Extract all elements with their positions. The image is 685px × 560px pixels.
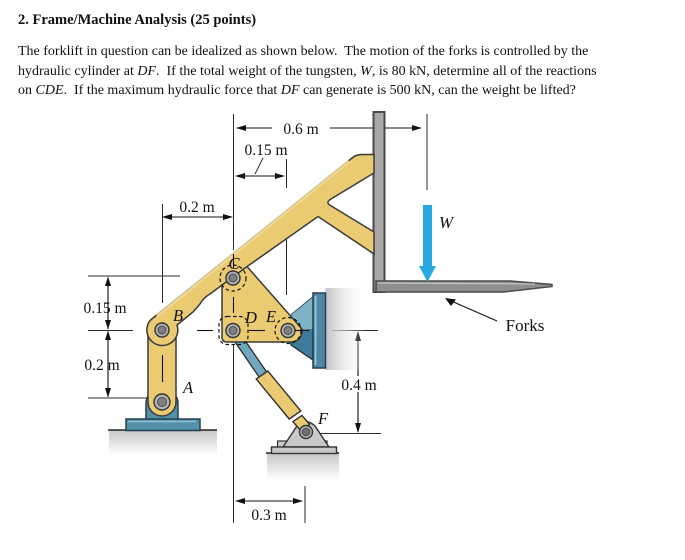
fork-mast	[374, 112, 385, 292]
fork-blade	[376, 281, 552, 292]
dim-left-upper: 0.15 m	[83, 300, 127, 317]
dim-upper-left: 0.2 m	[179, 199, 215, 216]
label-F: F	[317, 409, 329, 428]
pin-B	[155, 323, 169, 337]
dim-bottom-width: 0.3 m	[251, 507, 287, 524]
problem-title: 2. Frame/Machine Analysis (25 points)	[18, 12, 257, 28]
label-W: W	[438, 213, 454, 232]
pin-C	[226, 271, 240, 285]
problem-paragraph: The forklift in question can be idealized as shown below. The motion of the forks is controlled by the hydraulic cylinder at DF. If the total weight of the tungsten, W, is 80 kN, determine all of the reactions on CDE. If the maximum hydraulic force that DF can generate is 500 kN, can the weight be lifted?	[18, 44, 597, 98]
pin-A	[154, 394, 170, 410]
dim-top-width: 0.6 m	[283, 121, 319, 138]
ground-at-F	[266, 453, 339, 480]
label-E: E	[265, 307, 277, 326]
dim-top-offset: 0.15 m	[244, 142, 288, 159]
pin-E	[281, 324, 295, 338]
pin-D	[226, 324, 240, 338]
mast-rail-shading	[326, 288, 368, 370]
label-D: D	[245, 308, 257, 327]
dim-right-height: 0.4 m	[341, 377, 377, 394]
label-forks: Forks	[505, 316, 545, 335]
pin-F	[300, 426, 313, 439]
label-C: C	[228, 254, 240, 273]
weight-arrow	[419, 205, 436, 282]
label-A: A	[182, 378, 194, 397]
ground-at-A	[108, 430, 217, 455]
dim-left-lower: 0.2 m	[84, 357, 120, 374]
label-B: B	[172, 306, 184, 325]
hydraulic-cylinder	[256, 371, 309, 431]
